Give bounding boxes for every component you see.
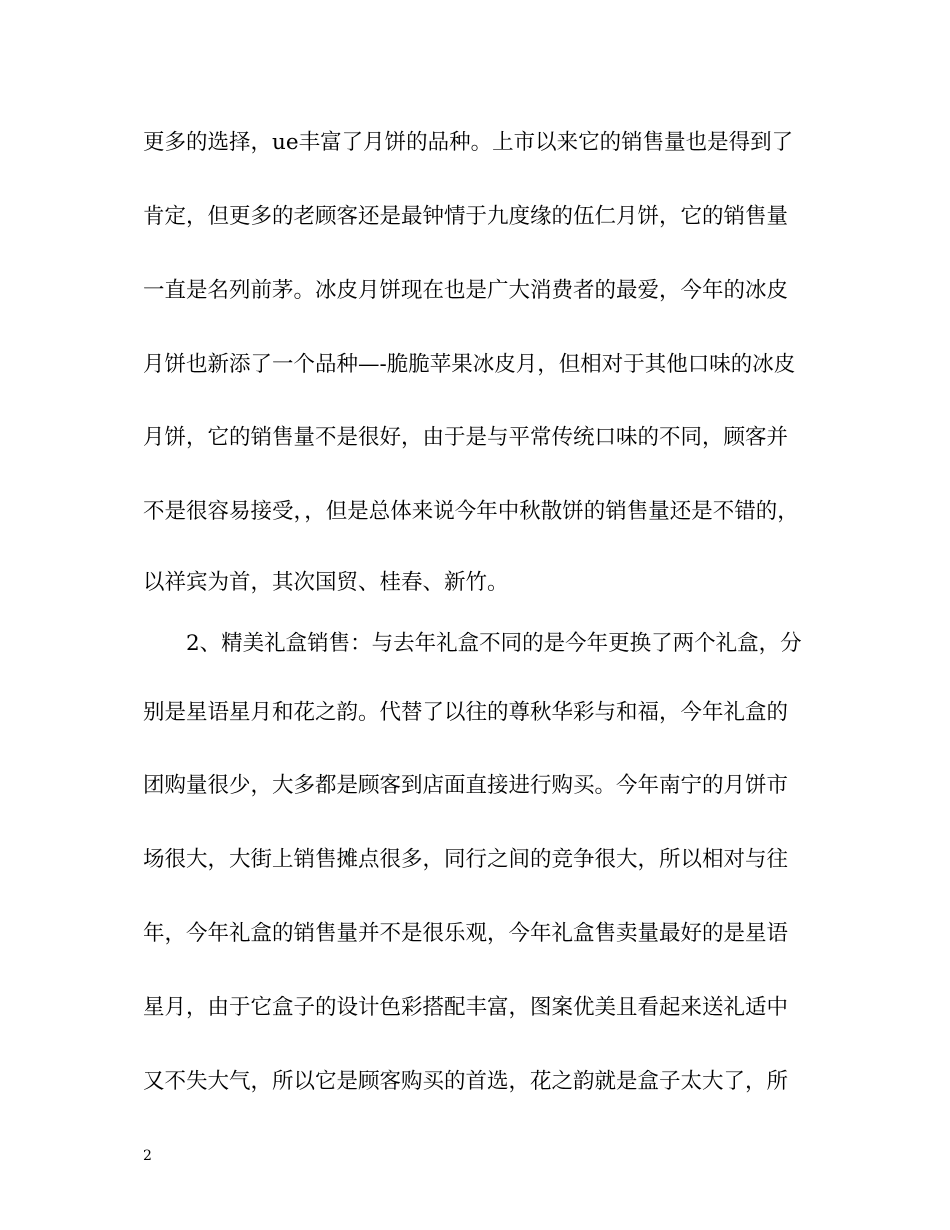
paragraph-start-line: 2、精美礼盒销售：与去年礼盒不同的是今年更换了两个礼盒，分 [143, 631, 802, 656]
body-text-line: 一直是名列前茅。冰皮月饼现在也是广大消费者的最爱，今年的冰皮 [143, 278, 789, 303]
body-text-line: 不是很容易接受，，但是总体来说今年中秋散饼的销售量还是不错的， [143, 499, 799, 524]
page-number: 2 [143, 1148, 152, 1164]
body-text-line: 又不失大气，所以它是顾客购买的首选，花之韵就是盒子太大了，所 [143, 1069, 789, 1094]
body-text-line: 月饼也新添了一个品种—-脆脆苹果冰皮月，但相对于其他口味的冰皮 [143, 352, 796, 377]
body-text-line: 更多的选择，ue丰富了月饼的品种。上市以来它的销售量也是得到了 [143, 130, 794, 155]
body-text-line: 星月，由于它盒子的设计色彩搭配丰富，图案优美且看起来送礼适中 [143, 995, 789, 1020]
body-text-line: 场很大，大街上销售摊点很多，同行之间的竞争很大，所以相对与往 [143, 847, 789, 872]
body-text-line: 年，今年礼盒的销售量并不是很乐观，今年礼盒售卖量最好的是星语 [143, 921, 789, 946]
body-text-line: 肯定，但更多的老顾客还是最钟情于九度缘的伍仁月饼，它的销售量 [143, 204, 789, 229]
body-text-line: 团购量很少，大多都是顾客到店面直接进行购买。今年南宁的月饼市 [143, 773, 789, 798]
body-text-line: 月饼，它的销售量不是很好，由于是与平常传统口味的不同，顾客并 [143, 425, 789, 450]
body-text-line: 别是星语星月和花之韵。代替了以往的尊秋华彩与和福，今年礼盒的 [143, 700, 789, 725]
body-text-line: 以祥宾为首，其次国贸、桂春、新竹。 [143, 570, 509, 595]
